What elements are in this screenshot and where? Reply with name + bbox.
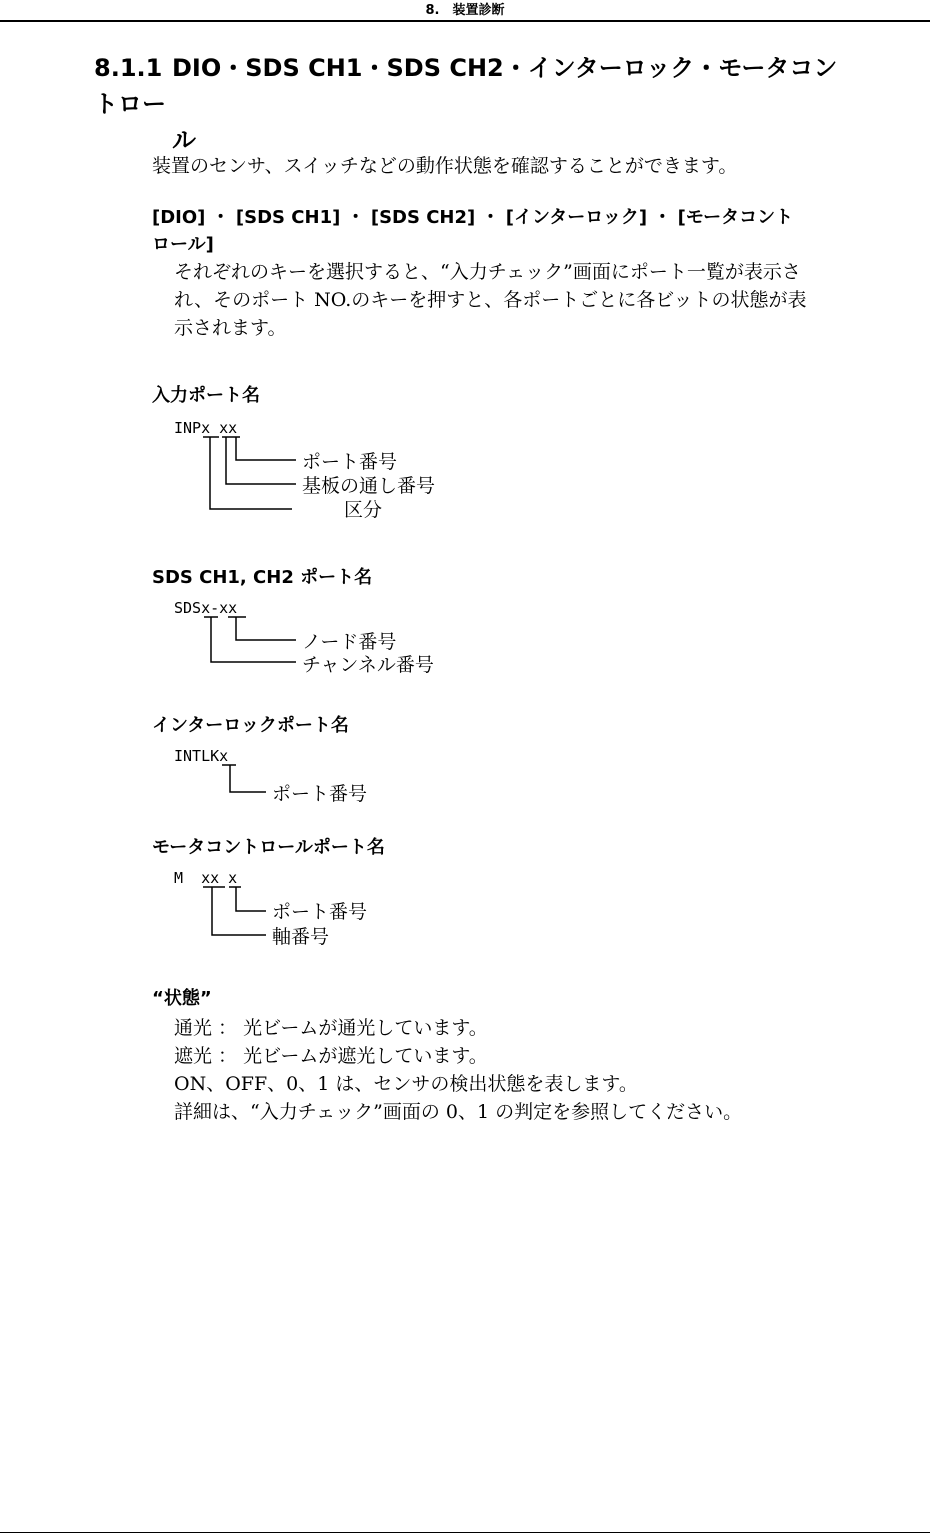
state-line-detail: 詳細は、“入力チェック”画面の 0、1 の判定を参照してください。 — [174, 1101, 743, 1123]
state-line-block: 遮光 ： 光ビームが遮光しています。 — [174, 1045, 488, 1067]
section-title-line2: ル — [172, 126, 196, 154]
running-header: 8. 装置診断 — [425, 3, 505, 18]
leader-line — [210, 437, 292, 509]
motor-port-heading: モータコントロールポート名 — [152, 837, 385, 858]
state-line-pass: 通光 ： 光ビームが通光しています。 — [174, 1017, 488, 1039]
keys-description-line: それぞれのキーを選択すると、“入力チェック”画面にポート一覧が表示さ — [174, 261, 801, 283]
sds-port-code: SDSx-xx — [174, 599, 238, 617]
motor-port-label-axis-number: 軸番号 — [272, 926, 330, 948]
input-port-label-board-number: 基板の通し番号 — [302, 475, 436, 497]
input-port-heading: 入力ポート名 — [152, 385, 260, 406]
motor-port-code: M xx x — [174, 869, 238, 887]
keys-description-line: れ、そのポート NO.のキーを押すと、各ポートごとに各ビットの状態が表 — [174, 289, 807, 311]
motor-port-label-port-number: ポート番号 — [272, 901, 368, 923]
state-heading: “状態” — [152, 988, 212, 1009]
sds-port-label-channel-number: チャンネル番号 — [302, 654, 434, 676]
leader-line — [230, 765, 266, 792]
input-port-code: INPx xx — [174, 419, 238, 437]
footer-rule — [0, 1532, 930, 1533]
input-port-label-category: 区分 — [344, 499, 383, 521]
section-number: 8.1.1 — [94, 54, 163, 82]
keys-description-line: 示されます。 — [174, 317, 287, 339]
leader-line — [236, 887, 266, 911]
intro-text: 装置のセンサ、スイッチなどの動作状態を確認することができます。 — [152, 155, 738, 177]
interlock-port-code: INTLKx — [174, 747, 229, 765]
leader-line — [236, 617, 296, 640]
state-line-detection: ON、OFF、0、1 は、センサの検出状態を表します。 — [174, 1073, 638, 1095]
keys-heading-line1: [DIO] ・ [SDS CH1] ・ [SDS CH2] ・ [インターロック] ・ [モータコント — [152, 207, 794, 228]
keys-heading-line2: ロール] — [152, 234, 214, 255]
section-title-line1: DIO・SDS CH1・SDS CH2・インターロック・モータコントロー — [94, 54, 838, 118]
sds-port-heading: SDS CH1, CH2 ポート名 — [152, 567, 373, 588]
state-description — [174, 1014, 874, 1126]
leader-line — [236, 437, 296, 460]
interlock-port-heading: インターロックポート名 — [152, 715, 349, 736]
input-port-label-port-number: ポート番号 — [302, 451, 398, 473]
interlock-port-label-port-number: ポート番号 — [272, 783, 368, 805]
sds-port-label-node-number: ノード番号 — [302, 631, 397, 653]
